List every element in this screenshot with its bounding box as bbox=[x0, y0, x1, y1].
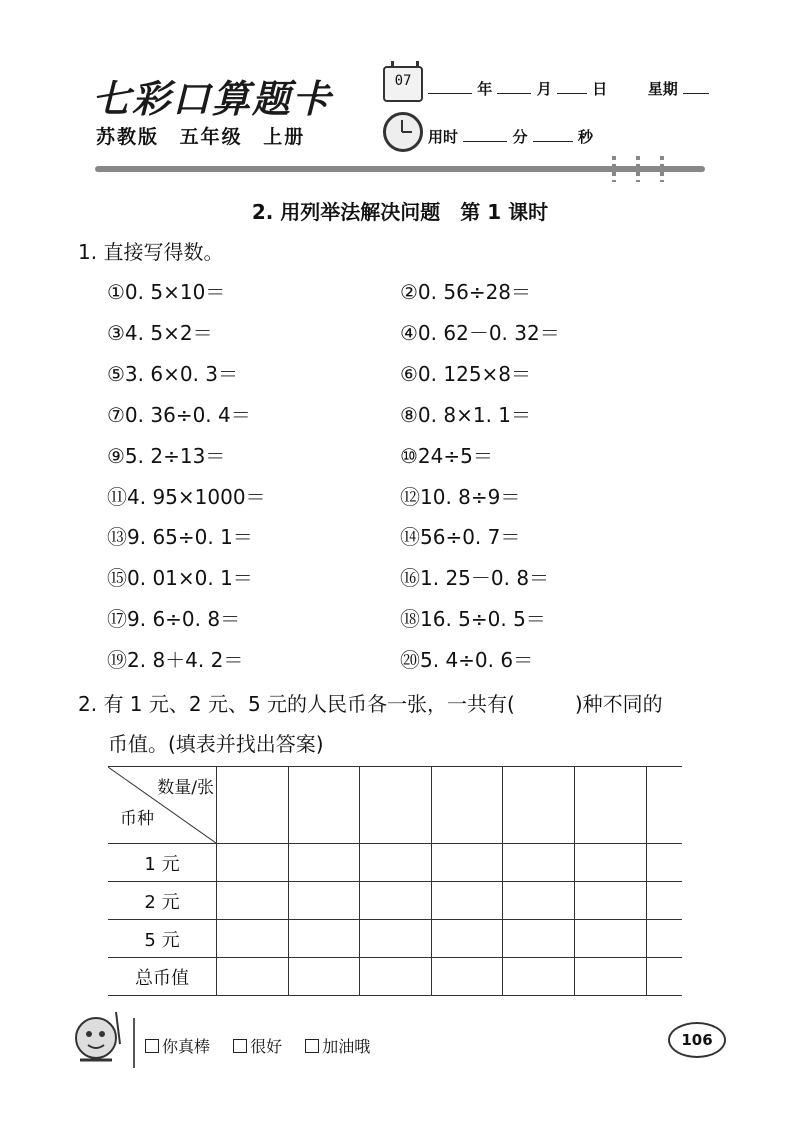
table-cell[interactable] bbox=[431, 882, 503, 920]
check-good[interactable]: 很好 bbox=[233, 1037, 282, 1056]
page-number: 106 bbox=[668, 1022, 726, 1058]
problem-11: ⑪4. 95×1000＝ bbox=[107, 484, 266, 509]
table-cell[interactable] bbox=[360, 958, 432, 996]
table-cell[interactable] bbox=[431, 958, 503, 996]
table-cell[interactable] bbox=[503, 767, 575, 844]
header-quantity: 数量/张 bbox=[157, 778, 214, 798]
problem-8: ⑧0. 8×1. 1＝ bbox=[400, 402, 532, 427]
question-1-label: 1. 直接写得数。 bbox=[78, 240, 224, 264]
row-label: 2 元 bbox=[108, 882, 217, 920]
problem-19: ⑲2. 8＋4. 2＝ bbox=[107, 648, 244, 673]
table-cell[interactable] bbox=[217, 958, 289, 996]
evaluation-checks bbox=[145, 1034, 388, 1057]
month-label: 月 bbox=[536, 80, 552, 98]
checkbox[interactable] bbox=[145, 1039, 159, 1053]
question-2-line2: 币值。(填表并找出答案) bbox=[108, 732, 324, 756]
checkbox[interactable] bbox=[305, 1039, 319, 1053]
question-2-text-end: )种不同的 bbox=[574, 692, 663, 716]
weekday-label: 星期 bbox=[647, 80, 678, 98]
minutes-label: 分 bbox=[512, 128, 528, 146]
table-cell[interactable] bbox=[360, 920, 432, 958]
problem-5: ⑤3. 6×0. 3＝ bbox=[107, 361, 239, 386]
table-cell[interactable] bbox=[575, 767, 647, 844]
table-cell[interactable] bbox=[431, 767, 503, 844]
table-cell[interactable] bbox=[646, 844, 682, 882]
question-2-text: 2. 有 1 元、2 元、5 元的人民币各一张，一共有( bbox=[78, 692, 515, 716]
table-corner-header bbox=[108, 767, 217, 844]
table-cell[interactable] bbox=[503, 882, 575, 920]
problem-7: ⑦0. 36÷0. 4＝ bbox=[107, 402, 251, 427]
date-fields bbox=[428, 78, 709, 99]
problem-16: ⑯1. 25－0. 8＝ bbox=[400, 566, 550, 591]
table-row bbox=[108, 882, 682, 920]
seconds-blank[interactable] bbox=[533, 129, 573, 142]
problem-18: ⑱16. 5÷0. 5＝ bbox=[400, 607, 546, 632]
table-cell[interactable] bbox=[431, 844, 503, 882]
table-cell[interactable] bbox=[288, 844, 360, 882]
time-fields bbox=[428, 126, 593, 147]
table-row bbox=[108, 958, 682, 996]
row-label: 5 元 bbox=[108, 920, 217, 958]
problem-3: ③4. 5×2＝ bbox=[107, 320, 213, 345]
clock-icon bbox=[383, 112, 423, 152]
calendar-icon bbox=[383, 66, 423, 102]
minutes-blank[interactable] bbox=[463, 129, 507, 142]
brand-title: 七彩口算题卡 bbox=[92, 76, 333, 121]
table-cell[interactable] bbox=[575, 882, 647, 920]
fill-in-table bbox=[108, 766, 682, 996]
table-cell[interactable] bbox=[503, 920, 575, 958]
row-label: 1 元 bbox=[108, 844, 217, 882]
day-label: 日 bbox=[592, 80, 608, 98]
problem-17: ⑰9. 6÷0. 8＝ bbox=[107, 607, 241, 632]
table-cell[interactable] bbox=[217, 767, 289, 844]
question-2 bbox=[78, 684, 728, 764]
table-cell[interactable] bbox=[288, 882, 360, 920]
problem-2: ②0. 56÷28＝ bbox=[400, 280, 532, 304]
table-cell[interactable] bbox=[217, 920, 289, 958]
table-cell[interactable] bbox=[360, 844, 432, 882]
problem-12: ⑫10. 8÷9＝ bbox=[400, 484, 521, 509]
header-currency: 币种 bbox=[120, 809, 154, 829]
table-cell[interactable] bbox=[646, 767, 682, 844]
table-cell[interactable] bbox=[575, 958, 647, 996]
table-cell[interactable] bbox=[217, 882, 289, 920]
problem-15: ⑮0. 01×0. 1＝ bbox=[107, 566, 253, 591]
table-cell[interactable] bbox=[646, 958, 682, 996]
table-cell[interactable] bbox=[288, 920, 360, 958]
day-blank[interactable] bbox=[557, 81, 587, 94]
problem-20: ⑳5. 4÷0. 6＝ bbox=[400, 648, 534, 673]
calendar-number: 07 bbox=[394, 73, 412, 89]
mascot-icon bbox=[66, 1004, 132, 1070]
table-cell[interactable] bbox=[646, 882, 682, 920]
edition-label: 苏教版 五年级 上册 bbox=[96, 126, 306, 148]
table-row bbox=[108, 920, 682, 958]
check-great[interactable]: 你真棒 bbox=[145, 1037, 210, 1056]
section-title: 2. 用列举法解决问题 第 1 课时 bbox=[251, 200, 549, 224]
table-cell[interactable] bbox=[360, 882, 432, 920]
table-cell[interactable] bbox=[360, 767, 432, 844]
year-blank[interactable] bbox=[428, 81, 472, 94]
checkbox[interactable] bbox=[233, 1039, 247, 1053]
seconds-label: 秒 bbox=[577, 128, 593, 146]
table-row bbox=[108, 844, 682, 882]
month-blank[interactable] bbox=[497, 81, 531, 94]
problem-1: ①0. 5×10＝ bbox=[107, 280, 226, 304]
row-label: 总币值 bbox=[108, 958, 217, 996]
footer-divider bbox=[133, 1018, 135, 1068]
table-cell[interactable] bbox=[288, 958, 360, 996]
table-cell[interactable] bbox=[575, 844, 647, 882]
problem-10: ⑩24÷5＝ bbox=[400, 443, 493, 468]
table-cell[interactable] bbox=[646, 920, 682, 958]
table-cell[interactable] bbox=[217, 844, 289, 882]
problem-13: ⑬9. 65÷0. 1＝ bbox=[107, 525, 253, 550]
check-keep-going[interactable]: 加油哦 bbox=[305, 1037, 370, 1056]
year-label: 年 bbox=[477, 80, 493, 98]
table-cell[interactable] bbox=[503, 844, 575, 882]
table-cell[interactable] bbox=[288, 767, 360, 844]
weekday-blank[interactable] bbox=[683, 81, 709, 94]
problem-14: ⑭56÷0. 7＝ bbox=[400, 525, 521, 550]
rule-decoration bbox=[610, 156, 680, 182]
table-cell[interactable] bbox=[503, 958, 575, 996]
problem-9: ⑨5. 2÷13＝ bbox=[107, 443, 226, 468]
table-cell[interactable] bbox=[575, 920, 647, 958]
problem-6: ⑥0. 125×8＝ bbox=[400, 361, 532, 386]
time-used-label: 用时 bbox=[428, 128, 459, 146]
table-cell[interactable] bbox=[431, 920, 503, 958]
problem-4: ④0. 62－0. 32＝ bbox=[400, 320, 560, 345]
